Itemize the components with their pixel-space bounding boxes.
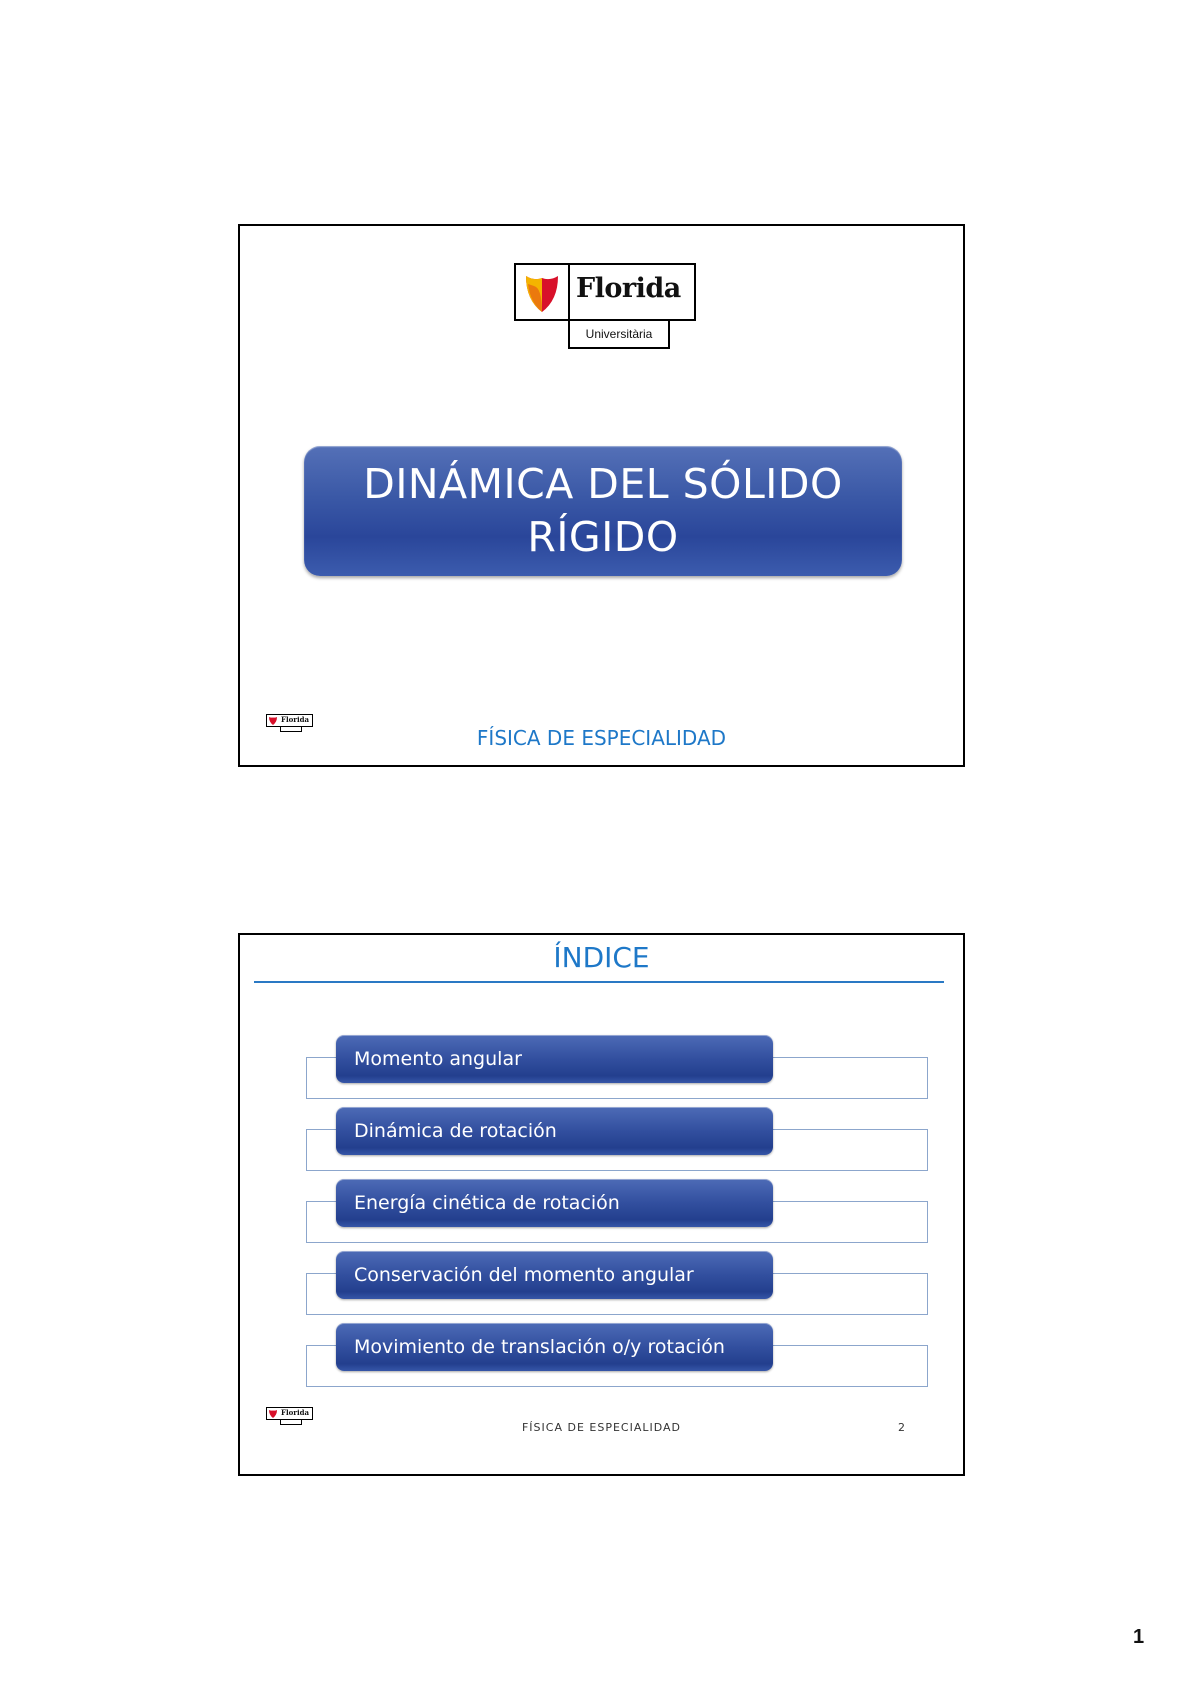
slide-2 — [238, 933, 965, 1476]
page-number: 1 — [1133, 1626, 1145, 1648]
shield-icon — [269, 1409, 277, 1418]
index-item — [306, 1179, 928, 1233]
slide-number: 2 — [898, 1421, 905, 1434]
index-item — [306, 1323, 928, 1377]
index-item-label: Momento angular — [336, 1035, 773, 1083]
footer-logo-word: Florida — [281, 1408, 310, 1417]
index-item — [306, 1035, 928, 1089]
title-line-1: DINÁMICA DEL SÓLIDO — [363, 460, 843, 508]
slide-footer: FÍSICA DE ESPECIALIDAD — [521, 1421, 682, 1434]
index-title: ÍNDICE — [553, 941, 650, 974]
title-line-2: RÍGIDO — [527, 513, 679, 561]
index-item — [306, 1107, 928, 1161]
title-rule — [254, 981, 944, 983]
florida-logo — [514, 263, 696, 351]
logo-wordmark: Florida — [576, 273, 681, 304]
index-item-label: Energía cinética de rotación — [336, 1179, 773, 1227]
slide-1 — [238, 224, 965, 767]
slide-title-banner — [304, 446, 902, 576]
index-item — [306, 1251, 928, 1305]
shield-icon — [524, 272, 560, 314]
slide-footer: FÍSICA DE ESPECIALIDAD — [476, 726, 727, 750]
index-item-label: Conservación del momento angular — [336, 1251, 773, 1299]
logo-subtitle: Universitària — [568, 319, 670, 349]
index-item-label: Dinámica de rotación — [336, 1107, 773, 1155]
index-item-label: Movimiento de translación o/y rotación — [336, 1323, 773, 1371]
footer-logo-word: Florida — [281, 715, 310, 724]
shield-icon — [269, 716, 277, 725]
